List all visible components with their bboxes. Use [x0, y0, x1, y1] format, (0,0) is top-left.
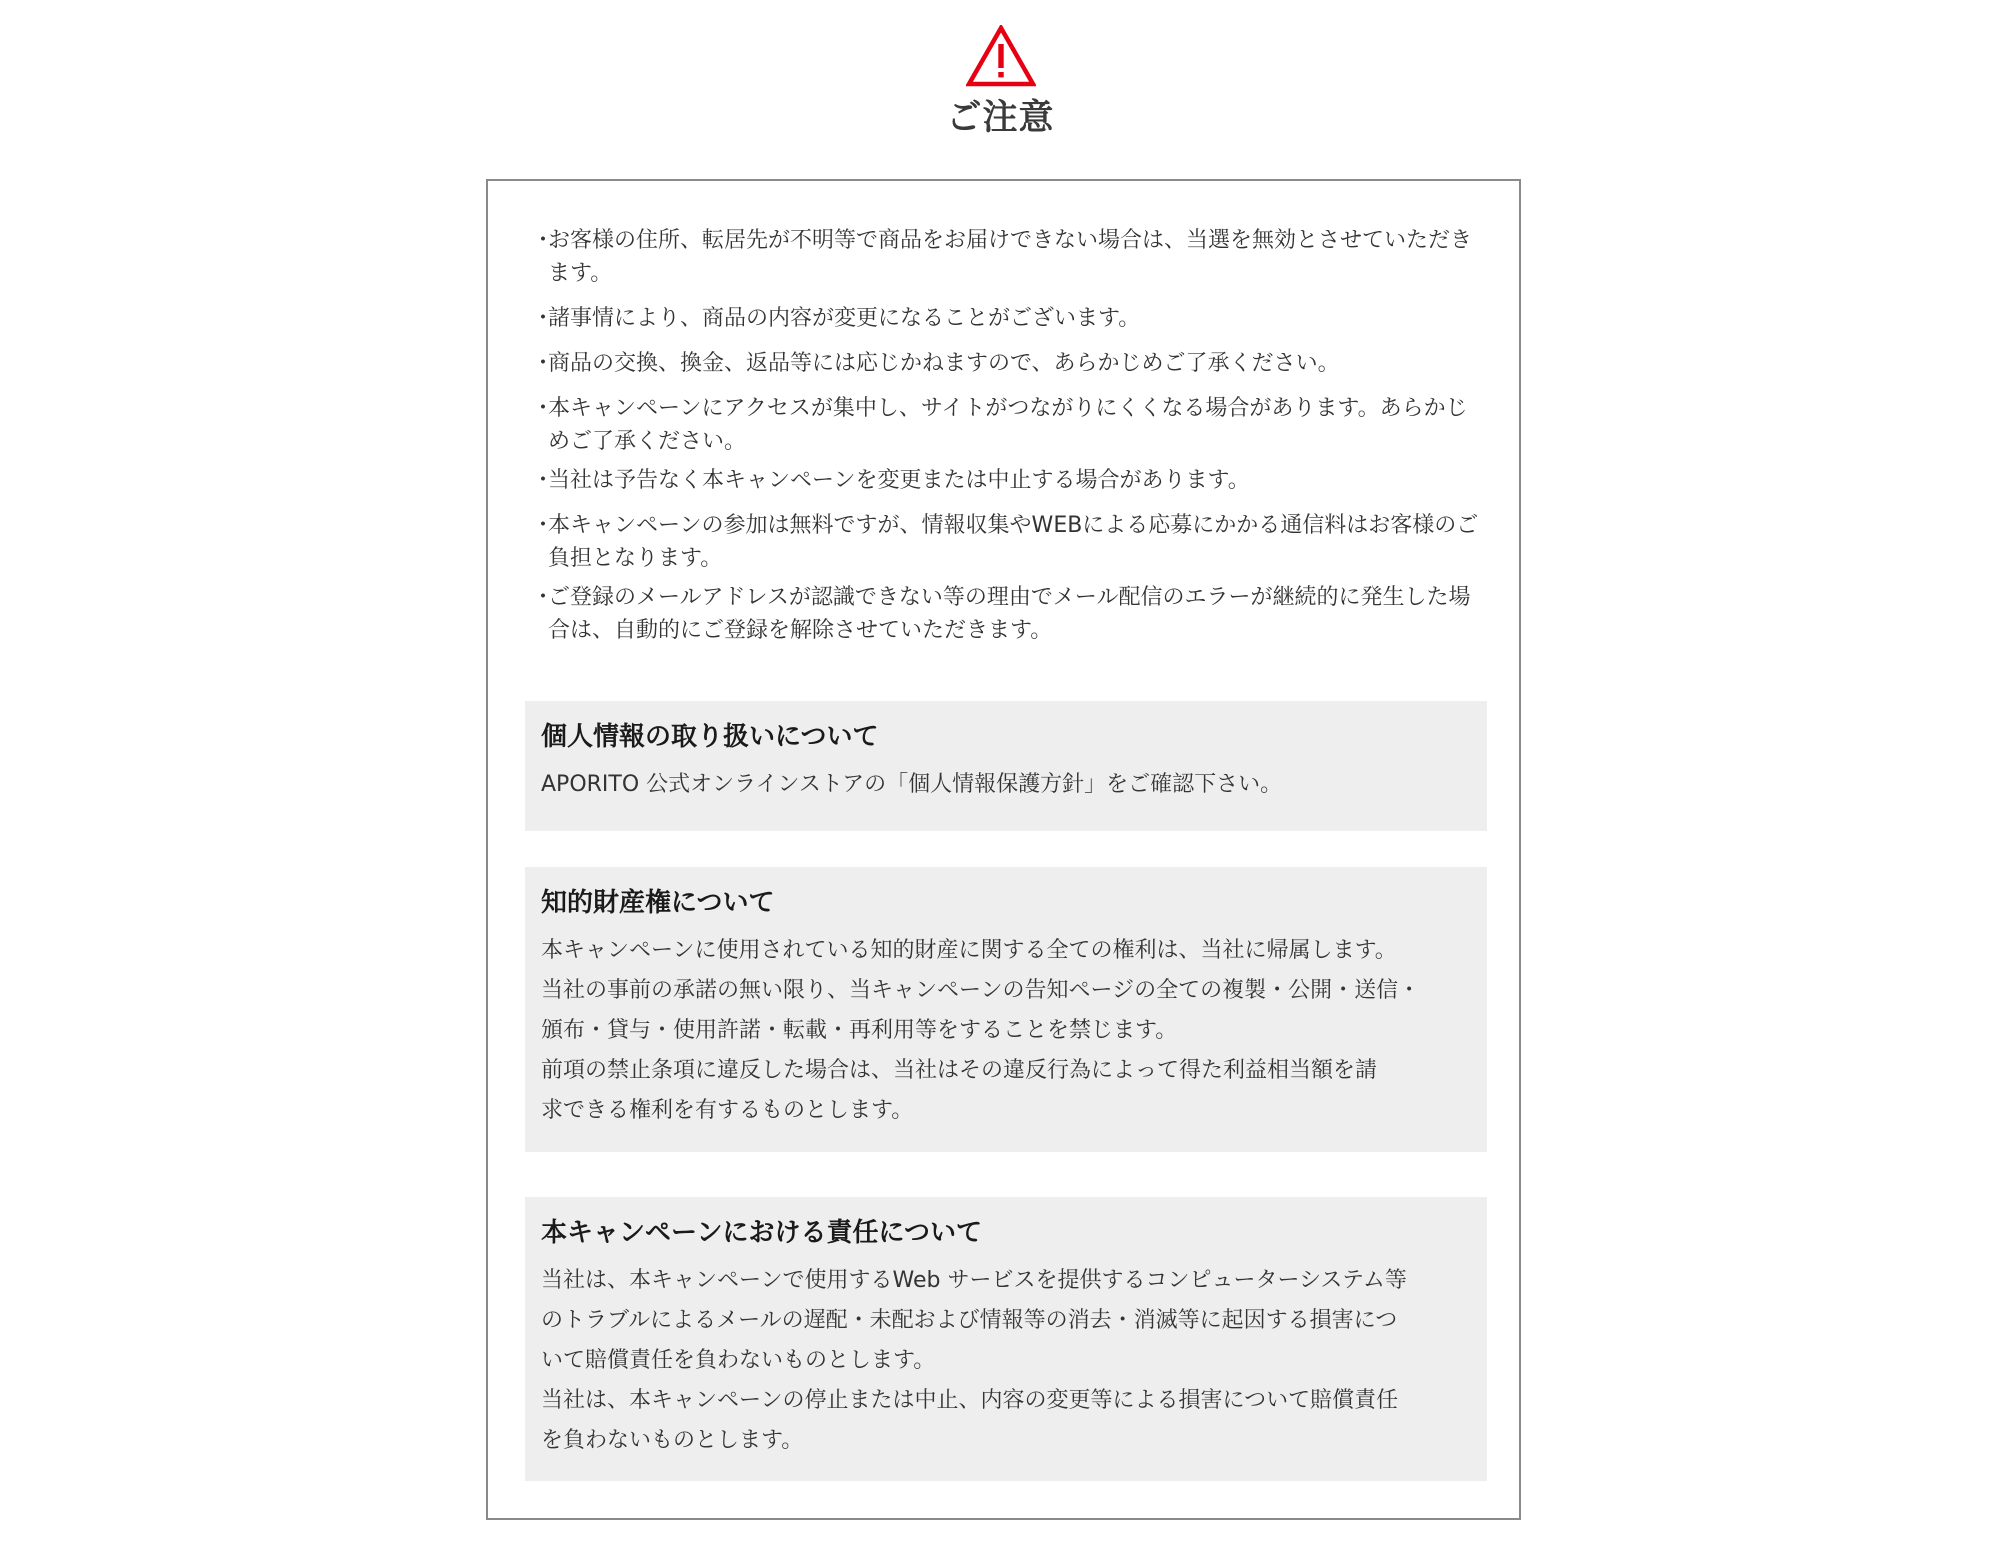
- liability-text-line: を負わないものとします。: [541, 1428, 804, 1453]
- intellectual-property-text-line: 前項の禁止条項に違反した場合は、当社はその違反行為によって得た利益相当額を請: [541, 1058, 1378, 1083]
- notice-list: [532, 224, 1480, 659]
- intellectual-property-text-line: 頒布・貸与・使用許諾・転載・再利用等をすることを禁じます。: [541, 1018, 1178, 1043]
- intellectual-property-section-title: 知的財産権について: [541, 888, 775, 918]
- intellectual-property-text-line: 本キャンペーンに使用されている知的財産に関する全ての権利は、当社に帰属します。: [541, 938, 1397, 963]
- intellectual-property-text-line: 求できる権利を有するものとします。: [541, 1098, 914, 1123]
- notice-item: ・ 当社は予告なく本キャンペーンを変更または中止する場合があります。: [532, 468, 1250, 493]
- warning-triangle-icon: [966, 25, 1036, 87]
- liability-section: [525, 1197, 1487, 1481]
- page-header: [0, 25, 2001, 140]
- notice-item: ・ 諸事情により、商品の内容が変更になることがございます。: [532, 306, 1141, 331]
- notice-item: ・ 商品の交換、換金、返品等には応じかねますので、あらかじめご了承ください。: [532, 351, 1340, 376]
- liability-section-title: 本キャンペーンにおける責任について: [541, 1218, 982, 1248]
- privacy-section-title: 個人情報の取り扱いについて: [541, 722, 879, 752]
- privacy-section-text: APORITO 公式オンラインストアの「個人情報保護方針」をご確認下さい。: [541, 772, 1283, 797]
- liability-text-line: いて賠償責任を負わないものとします。: [541, 1348, 936, 1373]
- page-title: ご注意: [946, 98, 1055, 138]
- privacy-section: [525, 701, 1487, 831]
- liability-text-line: 当社は、本キャンペーンの停止または中止、内容の変更等による損害について賠償責任: [541, 1388, 1399, 1413]
- notice-item: ・ お客様の住所、転居先が不明等で商品をお届けできない場合は、当選を無効とさせていただきます。: [532, 228, 1473, 286]
- intellectual-property-section: [525, 867, 1487, 1152]
- liability-text-line: 当社は、本キャンペーンで使用するWeb サービスを提供するコンピューターシステム等: [541, 1268, 1407, 1293]
- notice-item: ・ 本キャンペーンの参加は無料ですが、情報収集やWEBによる応募にかかる通信料はお客様のご負担となります。: [532, 513, 1479, 571]
- notice-box: [486, 179, 1521, 1520]
- notice-item: ・ ご登録のメールアドレスが認識できない等の理由でメール配信のエラーが継続的に発生した場合は、自動的にご登録を解除させていただきます。: [532, 585, 1471, 643]
- notice-item: ・ 本キャンペーンにアクセスが集中し、サイトがつながりにくくなる場合があります。あらかじめご了承ください。: [532, 396, 1468, 454]
- liability-text-line: のトラブルによるメールの遅配・未配および情報等の消去・消滅等に起因する損害につ: [541, 1308, 1398, 1333]
- intellectual-property-text-line: 当社の事前の承諾の無い限り、当キャンペーンの告知ページの全ての複製・公開・送信・: [541, 978, 1421, 1003]
